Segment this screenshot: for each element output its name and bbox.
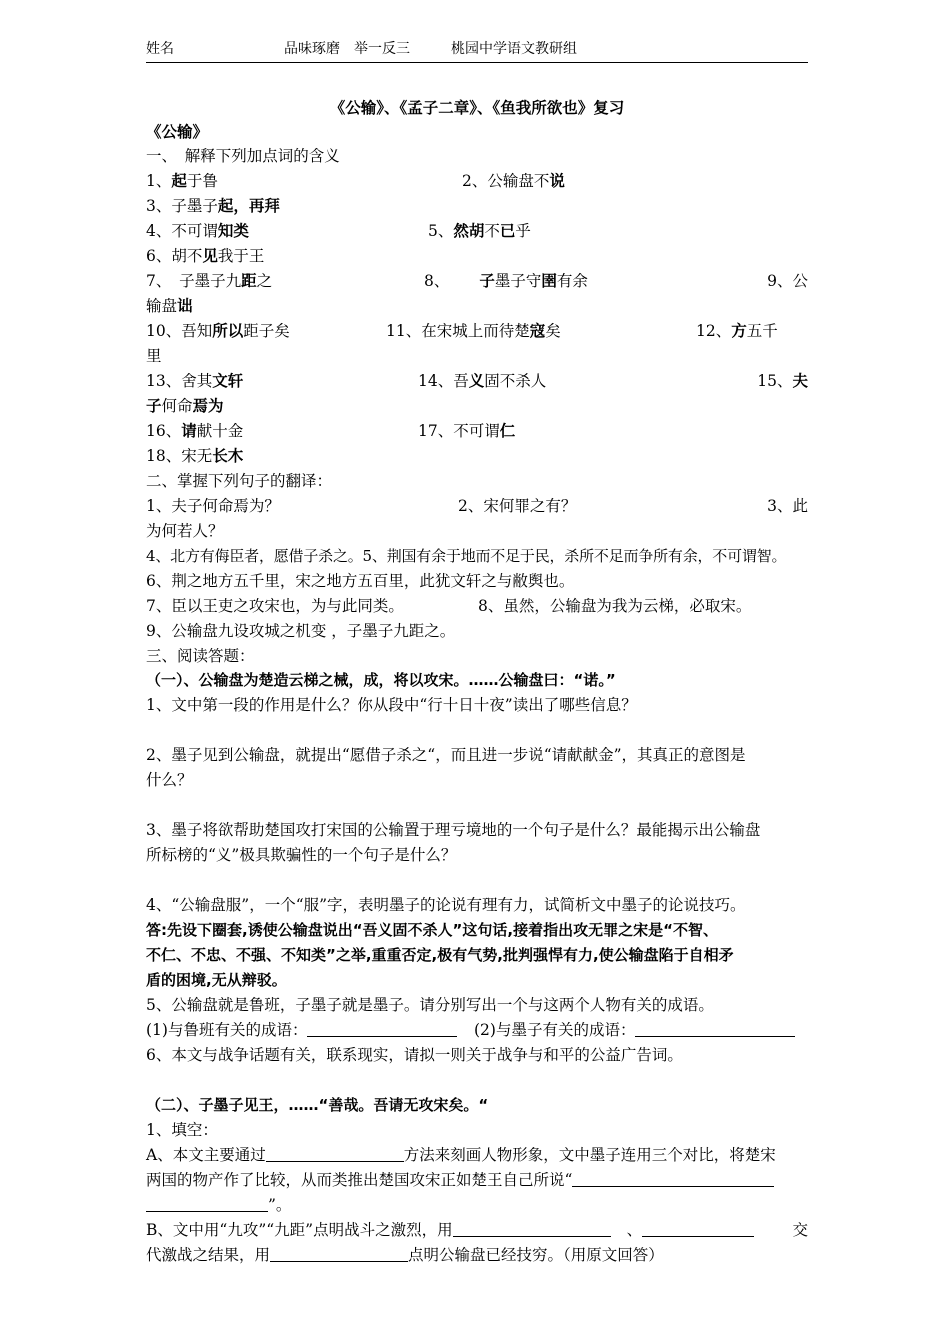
question-3-line2: 所标榜的“义”极具欺骗性的一个句子是什么？: [146, 846, 457, 864]
page-title: 《公输》、《孟子二章》、《鱼我所欲也》复习: [329, 99, 625, 117]
idiom-luban-blank[interactable]: [307, 1020, 457, 1037]
vocab-item-11: 11、在宋城上而待楚寇矣: [386, 322, 561, 340]
fill-a-line1: A、本文主要通过 方法来刻画人物形象，文中墨子连用三个对比，将楚宋: [146, 1146, 776, 1164]
question-5: 5、公输盘就是鲁班，子墨子就是墨子。请分别写出一个与这两个人物有关的成语。: [146, 996, 714, 1014]
translate-item-3: 3、此: [767, 497, 808, 515]
vocab-item-3: 3、子墨子起，再拜: [146, 197, 280, 215]
question-2-line2: 什么？: [146, 771, 193, 789]
question-6: 6、本文与战争话题有关，联系现实，请拟一则关于战争与和平的公益广告词。: [146, 1046, 683, 1064]
fill-a-blank-1[interactable]: [266, 1145, 404, 1162]
vocab-item-4: 4、不可谓知类: [146, 222, 249, 240]
vocab-item-9: 9、公: [767, 272, 808, 290]
vocab-item-15: 15、夫: [757, 372, 808, 390]
vocab-item-18: 18、宋无长木: [146, 447, 244, 465]
answer-4-line2: 不仁、不忠、不强、不知类”之举,重重否定,极有气势,批判强悍有力,使公输盘陷于自相矛: [146, 946, 734, 964]
part3-heading: 三、阅读答题：: [146, 647, 255, 665]
vocab-item-8: 8、 子墨子守圉有余: [424, 272, 588, 290]
translate-item-7: 7、臣以王吏之攻宋也，为与此同类。: [146, 597, 404, 615]
answer-4-line3: 盾的困境,无从辩驳。: [146, 971, 287, 989]
translate-item-1: 1、夫子何命焉为？: [146, 497, 280, 515]
fill-heading: 1、填空：: [146, 1121, 218, 1139]
idiom-mozi: (2)与墨子有关的成语：: [474, 1018, 795, 1042]
answer-4-line1: 答:先设下圈套,诱使公输盘说出“吾义固不杀人”这句话,接着指出攻无罪之宋是“不智、: [146, 921, 718, 939]
vocab-item-1: 1、起于鲁: [146, 172, 218, 190]
translate-item-4-5: 4、北方有侮臣者，愿借子杀之。5、荆国有余于地而不足于民，杀所不足而争所有余，不可谓智。: [146, 547, 787, 565]
idiom-luban: (1)与鲁班有关的成语：: [146, 1018, 457, 1042]
vocab-item-10: 10、吾知所以距子矣: [146, 322, 290, 340]
translate-item-6: 6、荆之地方五千里，宋之地方五百里，此犹文轩之与敝舆也。: [146, 572, 575, 590]
question-1: 1、文中第一段的作用是什么？你从段中“行十日十夜”读出了哪些信息？: [146, 696, 637, 714]
fill-a-blank-2[interactable]: [572, 1170, 774, 1187]
question-3-line1: 3、墨子将欲帮助楚国攻打宋国的公输置于理亏境地的一个句子是什么？最能揭示出公输盘: [146, 821, 761, 839]
name-label: 姓名: [146, 41, 174, 57]
fill-a-line2: 两国的物产作了比较，从而类推出楚国攻宋正如楚王自己所说“: [146, 1168, 808, 1192]
idiom-mozi-blank[interactable]: [635, 1020, 795, 1037]
teaching-group: 桃园中学语文教研组: [451, 41, 577, 57]
fill-b-blank-2[interactable]: [642, 1220, 754, 1237]
part1-heading: 一、 解释下列加点词的含义: [146, 147, 340, 165]
question-4: 4、“公输盘服”，一个“服”字，表明墨子的论说有理有力，试简析文中墨子的论说技巧。: [146, 896, 746, 914]
passage-2-excerpt: （二）、子墨子见王，……“善哉。吾请无攻宋矣。“: [146, 1096, 489, 1114]
fill-b-blank-3[interactable]: [270, 1245, 408, 1262]
passage-1-excerpt: （一）、公输盘为楚造云梯之械，成，将以攻宋。……公输盘曰：“诺。”: [146, 671, 616, 689]
fill-b-blank-1[interactable]: [453, 1220, 611, 1237]
translate-item-8: 8、虽然，公输盘为我为云梯，必取宋。: [478, 597, 752, 615]
vocab-item-7: 7、 子墨子九距之: [146, 272, 273, 290]
fill-a-line3: ”。: [146, 1193, 808, 1217]
page-header: [146, 38, 808, 63]
vocab-item-5: 5、然胡不已乎: [428, 222, 531, 240]
vocab-item-17: 17、不可谓仁: [418, 422, 516, 440]
vocab-item-9-cont: 输盘诎: [146, 297, 193, 315]
vocab-item-15-cont: 子何命焉为: [146, 397, 224, 415]
fill-b-line2: 代激战之结果，用 点明公输盘已经技穷。（用原文回答）: [146, 1246, 664, 1264]
vocab-item-6: 6、胡不见我于王: [146, 247, 265, 265]
translate-item-2: 2、宋何罪之有？: [458, 497, 577, 515]
fill-a-blank-2-cont[interactable]: [146, 1195, 268, 1212]
vocab-item-13: 13、舍其文轩: [146, 372, 244, 390]
vocab-item-2: 2、公输盘不说: [462, 172, 565, 190]
question-2-line1: 2、墨子见到公输盘，就提出“愿借子杀之“，而且进一步说“请献献金”，其真正的意图是: [146, 746, 746, 764]
vocab-item-12-cont: 里: [146, 347, 162, 365]
translate-item-3-cont: 为何若人？: [146, 522, 224, 540]
fill-b-line1: B、文中用“九攻”“九距”点明战斗之激烈，用 、 交: [146, 1221, 808, 1239]
vocab-item-12: 12、方五千: [696, 322, 778, 340]
vocab-item-16: 16、请献十金: [146, 422, 244, 440]
vocab-item-14: 14、吾义固不杀人: [418, 372, 547, 390]
translate-item-9: 9、公输盘九设攻城之机变 ，子墨子九距之。: [146, 622, 456, 640]
part2-heading: 二、掌握下列句子的翻译：: [146, 472, 333, 490]
motto: 品味琢磨 举一反三: [284, 41, 410, 57]
section-title: 《公输》: [146, 123, 209, 141]
